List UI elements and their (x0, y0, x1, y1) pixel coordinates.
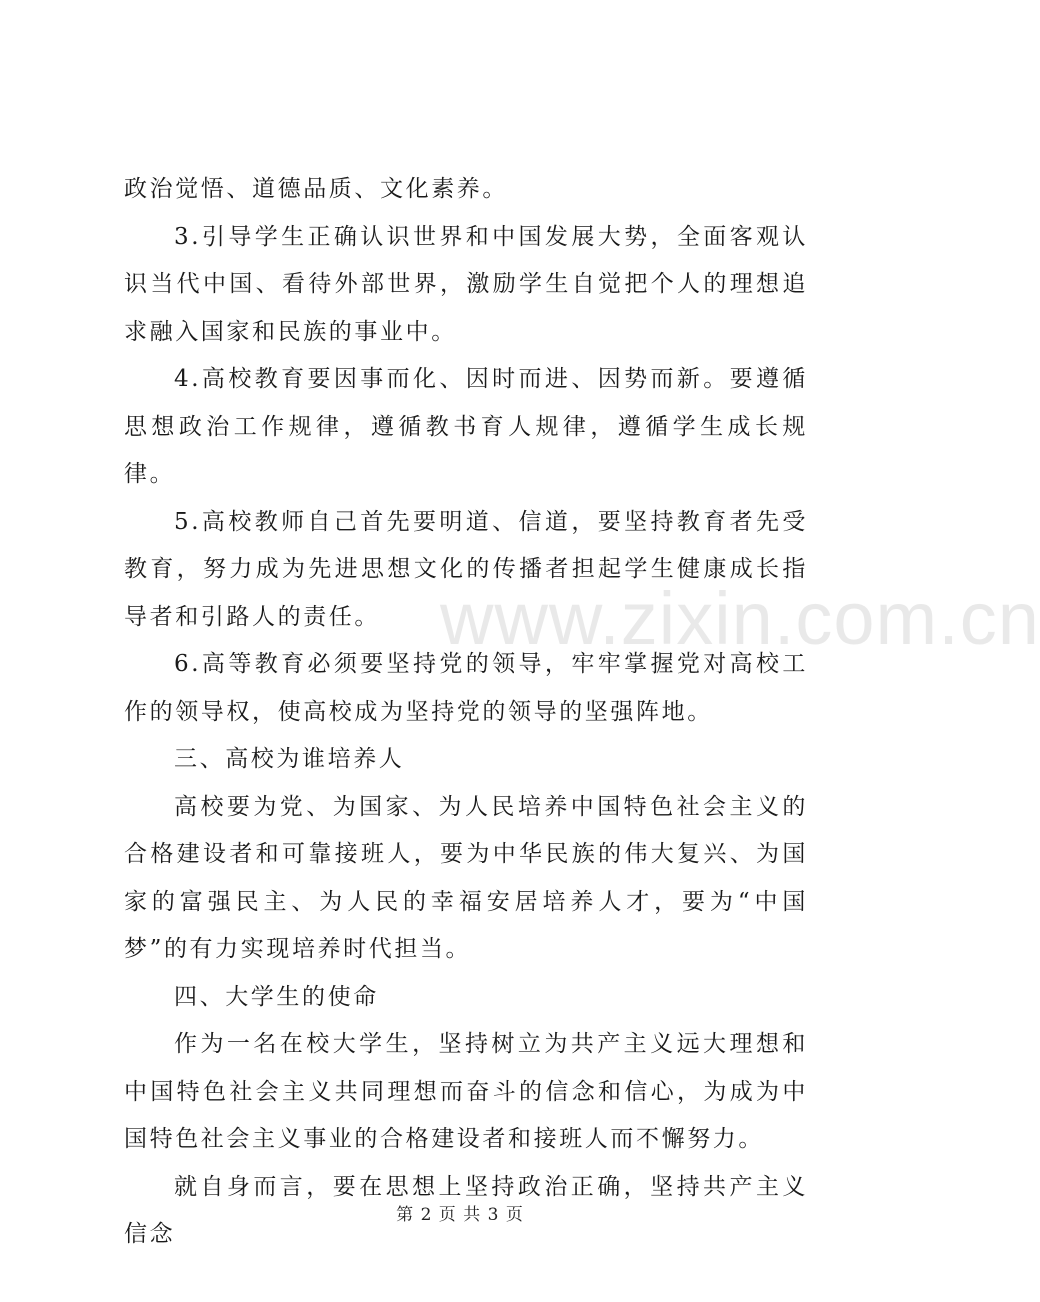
paragraph-section-4-body: 作为一名在校大学生，坚持树立为共产主义远大理想和中国特色社会主义共同理想而奋斗的信念和信心，为成为中国特色社会主义事业的合格建设者和接班人而不懈努力。 (124, 1031, 808, 1152)
section-heading-4: 四、大学生的使命 (174, 983, 379, 1010)
page-footer: 第 2 页 共 3 页 (396, 1205, 524, 1225)
paragraph-section-4-continued: 就自身而言，要在思想上坚持政治正确，坚持共产主义信念 (124, 1173, 808, 1247)
paragraph-item-6: 6.高等教育必须要坚持党的领导，牢牢掌握党对高校工作的领导权，使高校成为坚持党的领导的坚强阵地。 (124, 651, 808, 725)
watermark-text: www.zixin.com.cn (440, 577, 1040, 660)
paragraph-item-5: 5.高校教师自己首先要明道、信道，要坚持教育者先受教育，努力成为先进思想文化的传播者担起学生健康成长指导者和引路人的责任。 (124, 508, 808, 630)
paragraph-section-3-body: 高校要为党、为国家、为人民培养中国特色社会主义的合格建设者和可靠接班人，要为中华民族的伟大复兴、为国家的富强民主、为人民的幸福安居培养人才，要为“中国梦”的有力实现培养时代担当。 (124, 793, 808, 962)
section-heading-3: 三、高校为谁培养人 (174, 746, 405, 772)
paragraph-item-3: 3.引导学生正确认识世界和中国发展大势，全面客观认识当代中国、看待外部世界，激励学生自觉把个人的理想追求融入国家和民族的事业中。 (124, 223, 808, 345)
paragraph-item-4: 4.高校教育要因事而化、因时而进、因势而新。要遵循思想政治工作规律，遵循教书育人规律，遵循学生成长规律。 (124, 366, 808, 487)
paragraph-1: 政治觉悟、道德品质、文化素养。 (124, 176, 508, 202)
document-body (124, 166, 808, 1259)
